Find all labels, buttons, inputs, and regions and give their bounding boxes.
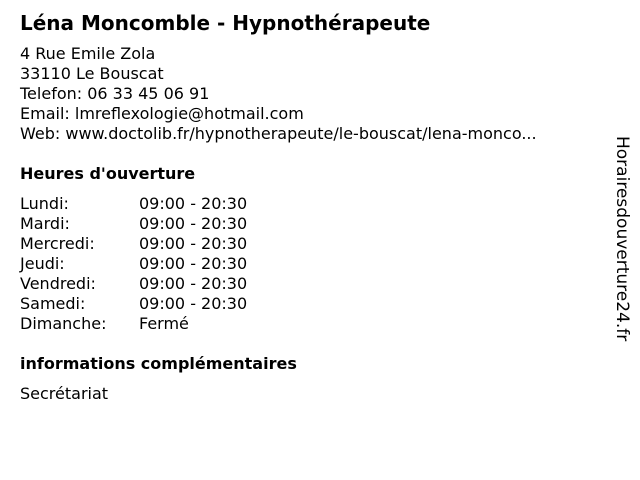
contact-block xyxy=(20,44,537,144)
hours-day: Vendredi: xyxy=(20,274,96,293)
site-watermark: Horairesdouverture24.fr xyxy=(612,136,632,342)
hours-row xyxy=(20,214,247,234)
address-street: 4 Rue Emile Zola xyxy=(20,44,156,63)
phone-line: Telefon: 06 33 45 06 91 xyxy=(20,84,210,103)
hours-heading: Heures d'ouverture xyxy=(20,164,196,183)
hours-row xyxy=(20,294,247,314)
page-title: Léna Moncomble - Hypnothérapeute xyxy=(20,11,431,35)
info-text: Secrétariat xyxy=(20,384,109,403)
hours-row xyxy=(20,234,247,254)
info-heading: informations complémentaires xyxy=(20,354,297,373)
hours-time: 09:00 - 20:30 xyxy=(139,234,248,253)
hours-time: 09:00 - 20:30 xyxy=(139,194,248,213)
web-line: Web: www.doctolib.fr/hypnotherapeute/le-bouscat/lena-monco... xyxy=(20,124,537,143)
hours-day: Jeudi: xyxy=(20,254,65,273)
opening-hours-table xyxy=(20,194,247,334)
hours-row xyxy=(20,254,247,274)
hours-time: 09:00 - 20:30 xyxy=(139,214,248,233)
hours-day: Dimanche: xyxy=(20,314,107,333)
hours-day: Lundi: xyxy=(20,194,69,213)
address-city: 33110 Le Bouscat xyxy=(20,64,164,83)
hours-row xyxy=(20,194,247,214)
hours-day: Samedi: xyxy=(20,294,86,313)
hours-time: Fermé xyxy=(139,314,189,333)
hours-row xyxy=(20,274,247,294)
hours-day: Mardi: xyxy=(20,214,70,233)
email-line: Email: lmreflexologie@hotmail.com xyxy=(20,104,304,123)
hours-row xyxy=(20,314,247,334)
hours-day: Mercredi: xyxy=(20,234,95,253)
hours-time: 09:00 - 20:30 xyxy=(139,274,248,293)
hours-time: 09:00 - 20:30 xyxy=(139,254,248,273)
hours-time: 09:00 - 20:30 xyxy=(139,294,248,313)
